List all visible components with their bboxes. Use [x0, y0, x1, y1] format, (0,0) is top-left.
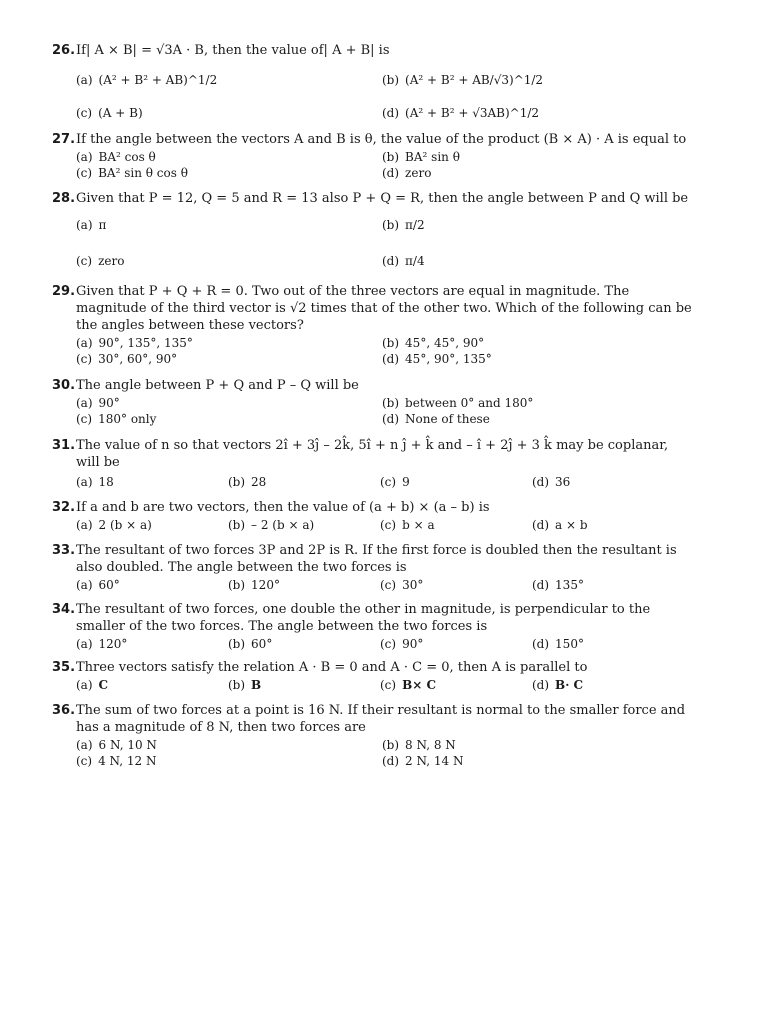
options: [52, 474, 694, 490]
option-a[interactable]: (a) 90°: [76, 396, 120, 410]
question-number: 26.: [52, 43, 76, 58]
option-b[interactable]: (b) (A² + B² + AB/√3)^1/2: [382, 73, 544, 87]
option-b[interactable]: (b) 45°, 45°, 90°: [382, 336, 485, 350]
question-number: 36.: [52, 703, 76, 718]
option-c[interactable]: (c) zero: [76, 254, 125, 268]
option-a[interactable]: (a) C: [76, 678, 109, 692]
options: [52, 737, 694, 769]
option-b[interactable]: (b) between 0° and 180°: [382, 396, 534, 410]
options: [52, 211, 694, 275]
question-stem: [52, 377, 694, 394]
question-36: [52, 702, 694, 769]
option-b[interactable]: (b) 60°: [228, 637, 273, 651]
question-33: [52, 542, 694, 593]
question-text: If the angle between the vectors A and B is θ, the value of the product (B × A) · A is equal to: [76, 132, 687, 147]
option-c[interactable]: (c) 4 N, 12 N: [76, 754, 157, 768]
question-number: 32.: [52, 500, 76, 515]
question-stem: [52, 499, 694, 516]
option-d[interactable]: (d) 135°: [532, 578, 584, 592]
option-b[interactable]: (b) B: [228, 678, 262, 692]
option-b[interactable]: (b) 120°: [228, 578, 280, 592]
question-stem: [52, 190, 694, 207]
question-text: The resultant of two forces, one double the other in magnitude, is perpendicular to the smaller of the two forces. The angle between the two forces is: [76, 602, 651, 634]
option-a[interactable]: (a) 60°: [76, 578, 120, 592]
option-d[interactable]: (d) a × b: [532, 518, 588, 532]
option-a[interactable]: (a) BA² cos θ: [76, 150, 156, 164]
question-number: 34.: [52, 602, 76, 617]
question-number: 33.: [52, 543, 76, 558]
options: [52, 577, 694, 593]
question-stem: [52, 659, 694, 676]
question-stem: [52, 542, 694, 576]
option-b[interactable]: (b) – 2 (b × a): [228, 518, 315, 532]
option-b[interactable]: (b) 8 N, 8 N: [382, 738, 456, 752]
question-number: 28.: [52, 191, 76, 206]
option-d[interactable]: (d) π/4: [382, 254, 425, 268]
option-a[interactable]: (a) π: [76, 218, 107, 232]
question-number: 29.: [52, 284, 76, 299]
option-b[interactable]: (b) π/2: [382, 218, 425, 232]
question-stem: [52, 131, 694, 148]
option-d[interactable]: (d) 45°, 90°, 135°: [382, 352, 492, 366]
question-text: If a and b are two vectors, then the value of (a + b) × (a – b) is: [76, 500, 490, 515]
question-30: [52, 377, 694, 427]
option-a[interactable]: (a) 2 (b × a): [76, 518, 152, 532]
option-a[interactable]: (a) (A² + B² + AB)^1/2: [76, 73, 218, 87]
option-c[interactable]: (c) B× C: [380, 678, 437, 692]
option-a[interactable]: (a) 90°, 135°, 135°: [76, 336, 193, 350]
option-d[interactable]: (d) (A² + B² + √3AB)^1/2: [382, 106, 540, 120]
question-number: 30.: [52, 378, 76, 393]
question-stem: [52, 437, 694, 471]
option-c[interactable]: (c) b × a: [380, 518, 435, 532]
question-27: [52, 131, 694, 181]
question-35: [52, 659, 694, 693]
question-32: [52, 499, 694, 533]
options: [52, 149, 694, 181]
option-d[interactable]: (d) 2 N, 14 N: [382, 754, 464, 768]
question-number: 35.: [52, 660, 76, 675]
option-c[interactable]: (c) BA² sin θ cos θ: [76, 166, 188, 180]
question-stem: [52, 283, 694, 334]
options: [52, 335, 694, 367]
option-c[interactable]: (c) 90°: [380, 637, 424, 651]
question-stem: [52, 601, 694, 635]
options: [52, 65, 694, 121]
question-stem: [52, 702, 694, 736]
option-b[interactable]: (b) 28: [228, 475, 267, 489]
option-c[interactable]: (c) 180° only: [76, 412, 157, 426]
question-text: The value of n so that vectors 2î + 3ĵ – 2k̂, 5î + n ĵ + k̂ and – î + 2ĵ + 3 k̂ may be coplanar, will be: [76, 438, 669, 470]
options: [52, 677, 694, 693]
option-d[interactable]: (d) B· C: [532, 678, 584, 692]
question-text: Given that P = 12, Q = 5 and R = 13 also P + Q = R, then the angle between P and Q will be: [76, 191, 689, 206]
option-c[interactable]: (c) 30°: [380, 578, 424, 592]
question-number: 27.: [52, 132, 76, 147]
option-a[interactable]: (a) 18: [76, 475, 114, 489]
option-d[interactable]: (d) zero: [382, 166, 432, 180]
question-34: [52, 601, 694, 652]
options: [52, 517, 694, 533]
question-text: The sum of two forces at a point is 16 N. If their resultant is normal to the smaller force and has a magnitude of 8 N, then two forces are: [76, 703, 686, 735]
option-c[interactable]: (c) 30°, 60°, 90°: [76, 352, 178, 366]
options: [52, 395, 694, 427]
option-a[interactable]: (a) 120°: [76, 637, 128, 651]
question-text: The resultant of two forces 3P and 2P is R. If the first force is doubled then the resultant is also doubled. The angle between the two forces is: [76, 543, 677, 575]
question-text: Given that P + Q + R = 0. Two out of the three vectors are equal in magnitude. The magnitude of the third vector is √2 times that of the other two. Which of the following can be the angles between these vectors?: [76, 284, 692, 333]
question-text: The angle between P + Q and P – Q will be: [76, 378, 359, 393]
option-a[interactable]: (a) 6 N, 10 N: [76, 738, 157, 752]
question-31: [52, 437, 694, 490]
option-c[interactable]: (c) 9: [380, 475, 410, 489]
question-28: [52, 190, 694, 275]
question-26: [52, 42, 694, 121]
option-d[interactable]: (d) None of these: [382, 412, 490, 426]
option-c[interactable]: (c) (A + B): [76, 106, 143, 120]
option-d[interactable]: (d) 36: [532, 475, 571, 489]
question-29: [52, 283, 694, 367]
question-text: Three vectors satisfy the relation A · B = 0 and A · C = 0, then A is parallel to: [76, 660, 588, 675]
options: [52, 636, 694, 652]
question-text: If| A × B| = √3A · B, then the value of| A + B| is: [76, 43, 390, 58]
question-number: 31.: [52, 438, 76, 453]
option-b[interactable]: (b) BA² sin θ: [382, 150, 460, 164]
option-d[interactable]: (d) 150°: [532, 637, 584, 651]
question-stem: [52, 42, 694, 59]
